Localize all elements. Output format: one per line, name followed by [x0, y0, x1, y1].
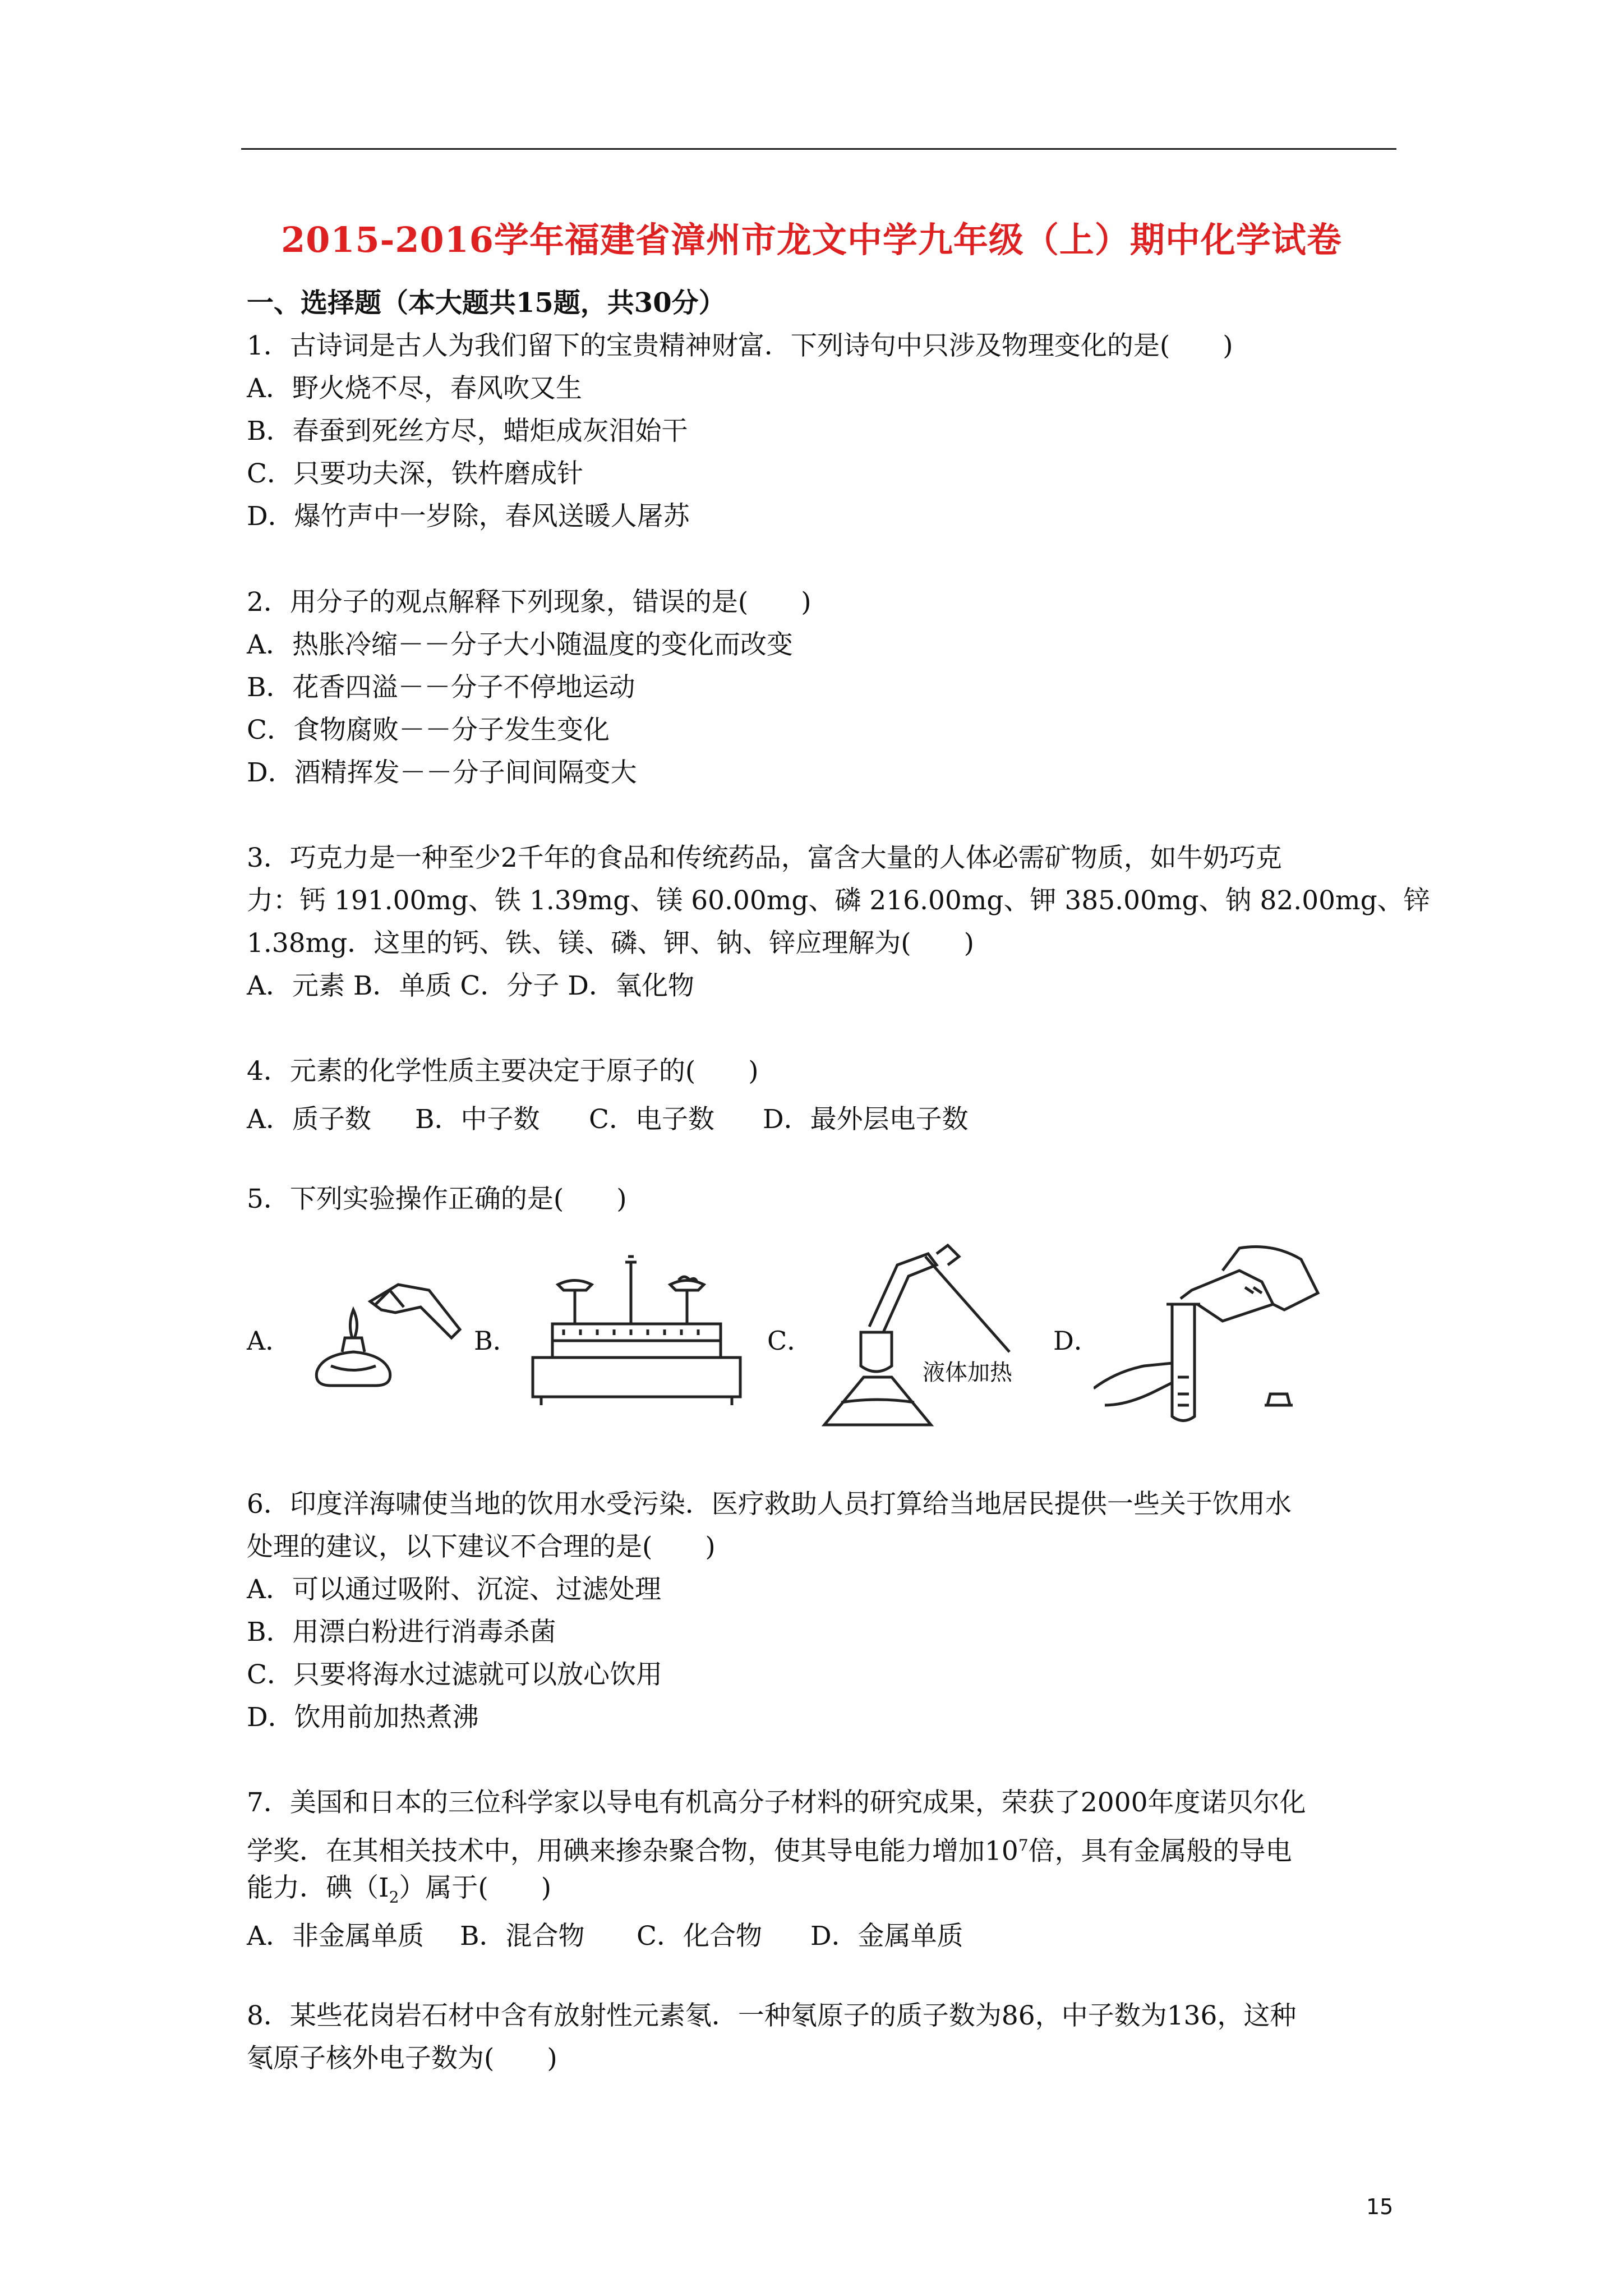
q2-option-b: B．花香四溢－－分子不停地运动: [247, 672, 635, 703]
q6-option-a: A．可以通过吸附、沉淀、过滤处理: [247, 1574, 661, 1605]
q1-option-c: C．只要功夫深，铁杵磨成针: [247, 458, 583, 489]
q2-option-d: D．酒精挥发－－分子间间隔变大: [247, 757, 637, 788]
q8-stem-line2: 氡原子核外电子数为( ): [247, 2043, 557, 2074]
q1-stem: 1．古诗词是古人为我们留下的宝贵精神财富．下列诗句中只涉及物理变化的是( ): [247, 330, 1233, 361]
q4-stem: 4．元素的化学性质主要决定于原子的( ): [247, 1056, 759, 1087]
q7-option-d: D．金属单质: [810, 1921, 963, 1952]
q1-option-b: B．春蚕到死丝方尽，蜡炬成灰泪始干: [247, 416, 688, 447]
q6-option-c: C．只要将海水过滤就可以放心饮用: [247, 1659, 662, 1690]
balance-figure: [519, 1245, 754, 1408]
q7-stem-line2-rest: 倍，具有金属般的导电: [1028, 1835, 1292, 1867]
liquid-heating-figure: [808, 1231, 1021, 1433]
q2-stem: 2．用分子的观点解释下列现象，错误的是( ): [247, 587, 811, 618]
q6-option-d: D．饮用前加热煮沸: [247, 1702, 479, 1733]
page-number: 15: [1366, 2194, 1394, 2219]
q7-exponent: 7: [1018, 1836, 1029, 1855]
q7-subscript: 2: [389, 1888, 399, 1907]
q4-option-d: D．最外层电子数: [763, 1104, 969, 1135]
q2-option-c: C．食物腐败－－分子发生变化: [247, 715, 610, 746]
header-rule: [241, 148, 1396, 150]
q6-stem-line1: 6．印度洋海啸使当地的饮用水受污染．医疗救助人员打算给当地居民提供一些关于饮用水: [247, 1489, 1292, 1520]
q7-option-b: B．混合物: [460, 1921, 585, 1952]
q5-option-d-label: D．: [1053, 1326, 1100, 1356]
q7-stem-line3-text: 能力．碘（I: [247, 1872, 389, 1903]
q5-option-a-label: A．: [247, 1326, 292, 1356]
q8-stem-line1: 8．某些花岗岩石材中含有放射性元素氡．一种氡原子的质子数为86，中子数为136，这种: [247, 2000, 1297, 2031]
q7-stem-line3: [247, 1872, 551, 1913]
q5-option-c-label: C．: [767, 1326, 813, 1356]
q5-figure-c-caption: 液体加热: [923, 1360, 1012, 1385]
q5-option-b-label: B．: [474, 1326, 519, 1356]
q7-option-c: C．化合物: [637, 1921, 762, 1952]
q6-stem-line2: 处理的建议，以下建议不合理的是( ): [247, 1531, 716, 1562]
q4-option-b: B．中子数: [415, 1104, 540, 1135]
q7-option-a: A．非金属单质: [247, 1921, 424, 1952]
q4-option-c: C．电子数: [589, 1104, 714, 1135]
q6-option-b: B．用漂白粉进行消毒杀菌: [247, 1617, 556, 1648]
alcohol-lamp-figure: [292, 1245, 471, 1402]
pour-liquid-figure: [1094, 1237, 1329, 1428]
q7-options: [247, 1915, 963, 1953]
q3-stem-line1: 3．巧克力是一种至少2千年的食品和传统药品，富含大量的人体必需矿物质，如牛奶巧克: [247, 843, 1282, 873]
q7-stem-line2: [247, 1830, 1292, 1867]
q3-options: A．元素 B．单质 C．分子 D．氧化物: [247, 970, 694, 1001]
q4-options: [247, 1098, 969, 1136]
q4-option-a: A．质子数: [247, 1104, 371, 1135]
section-heading: 一、选择题（本大题共15题，共30分）: [247, 287, 726, 319]
q3-stem-line2: 力：钙 191.00mg、铁 1.39mg、镁 60.00mg、磷 216.00mg、钾 385.00mg、钠 82.00mg、锌: [247, 885, 1430, 916]
page-title: 2015-2016学年福建省漳州市龙文中学九年级（上）期中化学试卷: [281, 219, 1342, 260]
q1-option-a: A．野火烧不尽，春风吹又生: [247, 373, 582, 404]
q7-stem-line3-rest: ）属于( ): [399, 1872, 552, 1903]
q7-stem-line1: 7．美国和日本的三位科学家以导电有机高分子材料的研究成果，荣获了2000年度诺贝尔化: [247, 1787, 1306, 1818]
q1-option-d: D．爆竹声中一岁除，春风送暖人屠苏: [247, 501, 690, 532]
q5-stem: 5．下列实验操作正确的是( ): [247, 1184, 627, 1214]
q3-stem-line3: 1.38mg．这里的钙、铁、镁、磷、钾、钠、锌应理解为( ): [247, 928, 974, 959]
q7-stem-line2-text: 学奖．在其相关技术中，用碘来掺杂聚合物，使其导电能力增加10: [247, 1835, 1018, 1867]
q2-option-a: A．热胀冷缩－－分子大小随温度的变化而改变: [247, 629, 793, 660]
